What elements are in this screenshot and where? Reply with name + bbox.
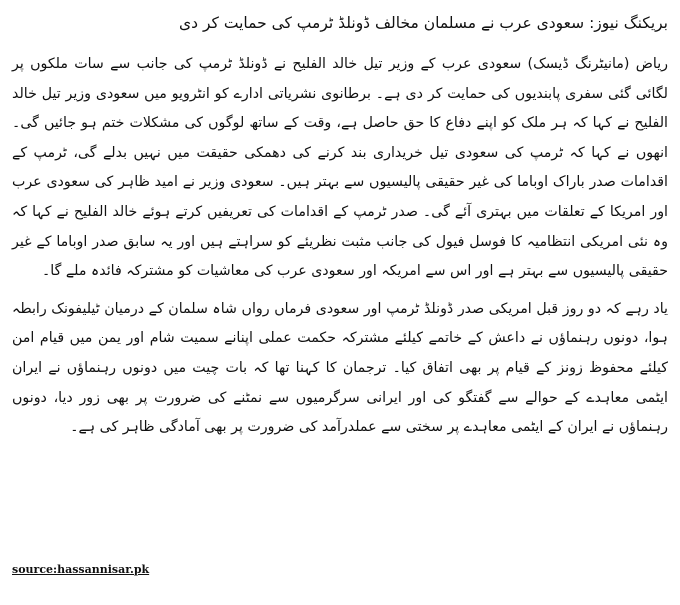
article-paragraph-2: یاد رہے کہ دو روز قبل امریکی صدر ڈونلڈ ٹرمپ اور سعودی فرماں رواں شاہ سلمان کے درمیان ٹیلیفونک رابطہ ہوا، دونوں رہنماؤں نے داعش کے خاتمے کیلئے مشترکہ حکمت عملی اپنانے سمیت شام اور یمن میں قیام امن کیلئے محفوظ زونز کے قیام پر بھی اتفاق کیا۔ ترجمان کا کہنا تھا کہ بات چیت میں دونوں رہنماؤں نے ایران ایٹمی معاہدے کے حوالے سے گفتگو کی اور ایرانی سرگرمیوں سے نمٹنے کی ضرورت پر بھی زور دیا، دونوں رہنماؤں نے ایران کے ایٹمی معاہدے پر سختی سے عملدرآمد کی ضرورت پر بھی آمادگی ظاہر کی ہے۔ — [12, 300, 668, 436]
article-headline: بریکنگ نیوز: سعودی عرب نے مسلمان مخالف ڈونلڈ ٹرمپ کی حمایت کر دی — [179, 14, 668, 32]
article-paragraph-1: ریاض (مانیٹرنگ ڈیسک) سعودی عرب کے وزیر تیل خالد الفلیح نے ڈونلڈ ٹرمپ کی جانب سے سات ملکوں پر لگائی گئی سفری پابندیوں کی حمایت کر دی ہے۔ برطانوی نشریاتی ادارے کو انٹرویو میں سعودی وزیر تیل خالد الفلیح نے کہا کہ ہر ملک کو اپنے دفاع کا حق حاصل ہے، وقت کے ساتھ لوگوں کی مشکلات ختم ہو جائیں گی۔ انھوں نے کہا کہ ٹرمپ کی سعودی تیل خریداری بند کرنے کی دھمکی حقیقت میں نہیں بدلے گی، ٹرمپ کے اقدامات صدر باراک اوباما کی غیر حقیقی پالیسیوں سے بہتر ہیں۔ سعودی وزیر نے امید ظاہر کی سعودی عرب اور امریکا کے تعلقات میں بہتری آئے گی۔ صدر ٹرمپ کے اقدامات کی تعریفیں کرتے ہوئے خالد الفلیح نے کہا کہ وہ نئی امریکی انتظامیہ کا فوسل فیول کی جانب مثبت نظریئے کو سراہتے ہیں اور یہ سابق صدر اوباما کے غیر حقیقی پالیسیوں سے بہتر ہے اور اس سے امریکہ اور سعودی عرب کی معاشیات کو مشترکہ فائدہ ملے گا۔ — [12, 56, 668, 280]
source-credit: source:hassannisar.pk — [12, 563, 150, 576]
